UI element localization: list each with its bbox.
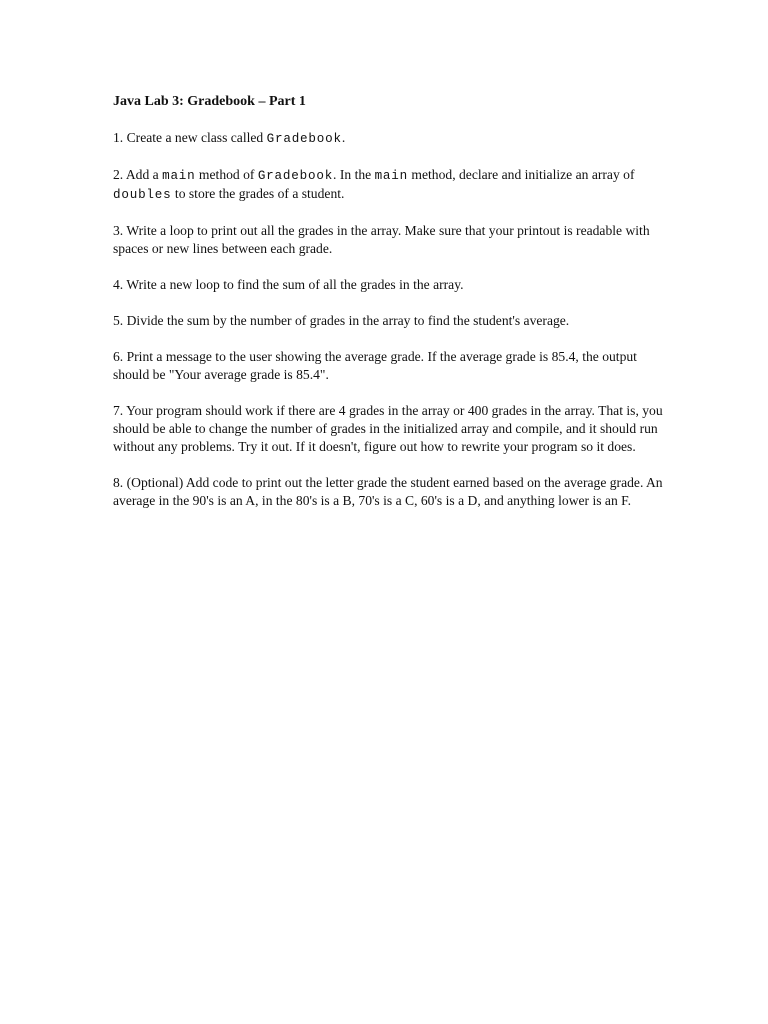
instruction-step-8: [113, 474, 673, 510]
instruction-step-7: [113, 402, 673, 456]
step-text: .: [341, 130, 346, 145]
step-text: 5. Divide the sum by the number of grades in the array to find the student's average.: [113, 313, 570, 328]
code-term: main: [374, 169, 409, 183]
step-text: 6. Print a message to the user showing the average grade. If the average grade is 85.4, the output should be "Your average grade is 85.4".: [113, 349, 637, 382]
instruction-step-3: [113, 222, 673, 258]
instruction-list: [113, 129, 673, 510]
code-term: Gradebook: [266, 132, 342, 146]
step-text: method of: [195, 167, 258, 182]
document-page: [113, 93, 673, 528]
code-term: Gradebook: [257, 169, 334, 183]
step-text: 2. Add a: [113, 167, 163, 182]
instruction-step-2: [113, 166, 673, 204]
instruction-step-6: [113, 348, 673, 384]
code-term: doubles: [113, 188, 172, 202]
instruction-step-1: [113, 129, 673, 148]
step-text: to store the grades of a student.: [171, 186, 345, 201]
document-title: Java Lab 3: Gradebook – Part 1: [113, 94, 306, 109]
instruction-step-5: [113, 312, 673, 330]
instruction-step-4: [113, 276, 673, 294]
step-text: method, declare and initialize an array of: [408, 167, 635, 182]
code-term: main: [162, 169, 196, 183]
step-text: 8. (Optional) Add code to print out the letter grade the student earned based on the average grade. An average in the 90's is an A, in the 80's is a B, 70's is a C, 60's is a D, and anything lower is an F.: [113, 475, 663, 508]
step-text: 7. Your program should work if there are 4 grades in the array or 400 grades in the array. That is, you should be able to change the number of grades in the initialized array and compile, and it should run without any problems. Try it out. If it doesn't, figure out how to rewrite your program so it does.: [113, 403, 663, 454]
step-text: . In the: [333, 167, 375, 182]
step-text: 4. Write a new loop to find the sum of all the grades in the array.: [113, 277, 464, 292]
step-text: 1. Create a new class called: [113, 130, 267, 145]
step-text: 3. Write a loop to print out all the grades in the array. Make sure that your printout is readable with spaces or new lines between each grade.: [113, 223, 650, 256]
